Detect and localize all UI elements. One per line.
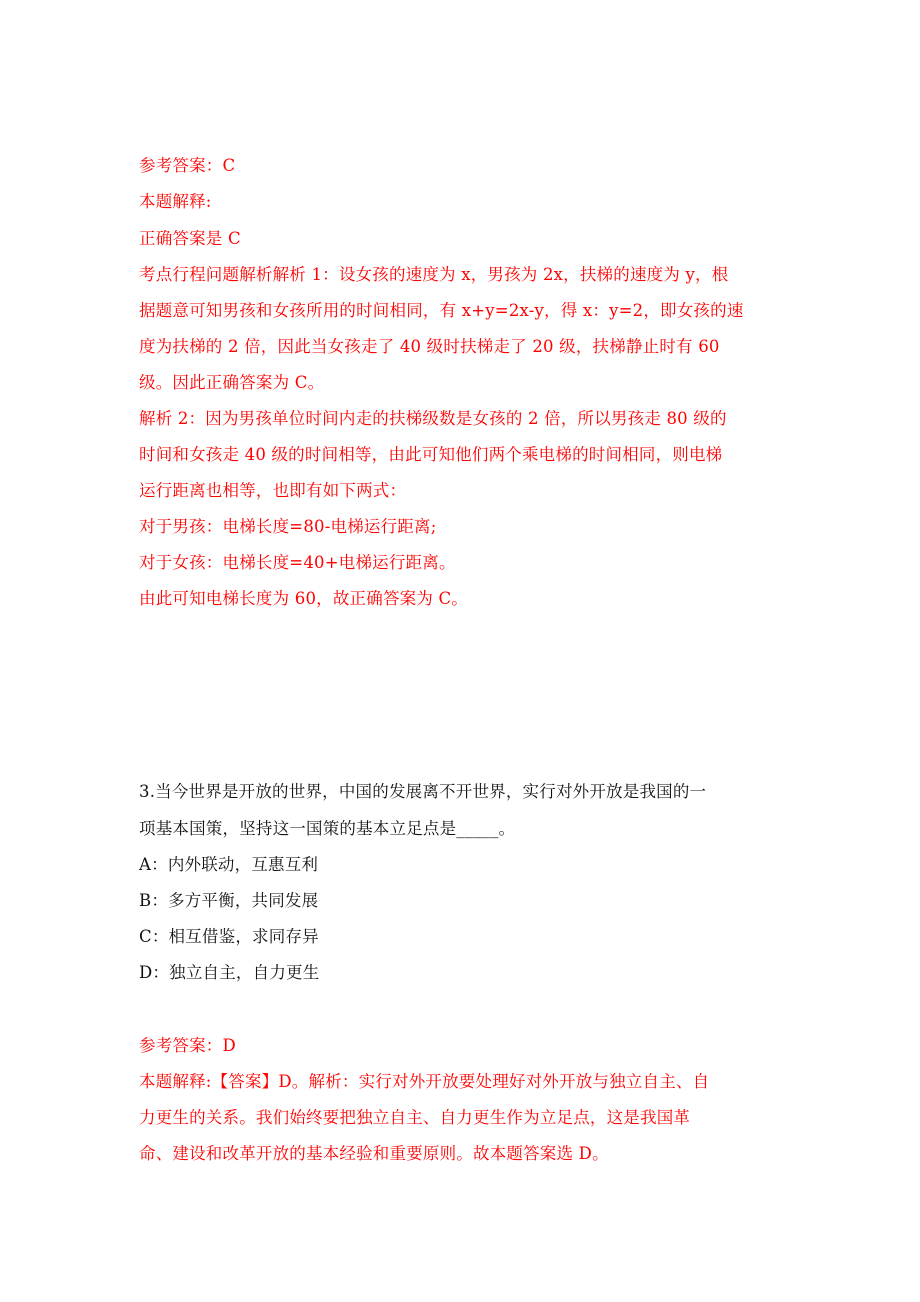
q2-analysis-line: 考点行程问题解析解析 1：设女孩的速度为 x，男孩为 2x，扶梯的速度为 y，根 xyxy=(139,265,729,284)
q2-correct-line: 正确答案是 C xyxy=(139,229,241,248)
q2-analysis-line: 度为扶梯的 2 倍，因此当女孩走了 40 级时扶梯走了 20 级，扶梯静止时有 60 xyxy=(139,337,720,356)
q3-option-a: A：内外联动，互惠互利 xyxy=(139,855,319,874)
q2-analysis-line: 运行距离也相等，也即有如下两式： xyxy=(139,481,407,500)
q2-analysis-line: 据题意可知男孩和女孩所用的时间相同，有 x+y=2x-y，得 x：y=2，即女孩的速 xyxy=(139,301,744,320)
q2-analysis-line: 时间和女孩走 40 级的时间相等，由此可知他们两个乘电梯的时间相同，则电梯 xyxy=(139,445,723,464)
q2-answer-line: 参考答案：C xyxy=(139,156,236,175)
q3-explanation-line: 本题解释:【答案】D。解析：实行对外开放要处理好对外开放与独立自主、自 xyxy=(139,1072,710,1091)
q3-option-b: B：多方平衡，共同发展 xyxy=(139,891,319,910)
q3-question-line: 3.当今世界是开放的世界，中国的发展离不开世界，实行对外开放是我国的一 xyxy=(139,782,707,801)
q3-option-d: D：独立自主，自力更生 xyxy=(139,963,320,982)
q2-analysis-line: 对于女孩：电梯长度=40+电梯运行距离。 xyxy=(139,553,456,572)
q3-answer-line: 参考答案：D xyxy=(139,1036,236,1055)
q3-option-c: C：相互借鉴，求同存异 xyxy=(139,927,319,946)
q3-question-line: 项基本国策，坚持这一国策的基本立足点是_____。 xyxy=(139,819,516,838)
q2-explanation-label: 本题解释: xyxy=(139,192,212,211)
q2-analysis-line: 对于男孩：电梯长度=80-电梯运行距离; xyxy=(139,517,437,536)
q3-explanation-line: 力更生的关系。我们始终要把独立自主、自力更生作为立足点，这是我国革 xyxy=(139,1108,691,1127)
q2-analysis-line: 由此可知电梯长度为 60，故正确答案为 C。 xyxy=(139,589,469,608)
q2-analysis-line: 解析 2：因为男孩单位时间内走的扶梯级数是女孩的 2 倍，所以男孩走 80 级的 xyxy=(139,409,727,428)
q2-analysis-line: 级。因此正确答案为 C。 xyxy=(139,373,325,392)
q3-explanation-line: 命、建设和改革开放的基本经验和重要原则。故本题答案选 D。 xyxy=(139,1144,609,1163)
